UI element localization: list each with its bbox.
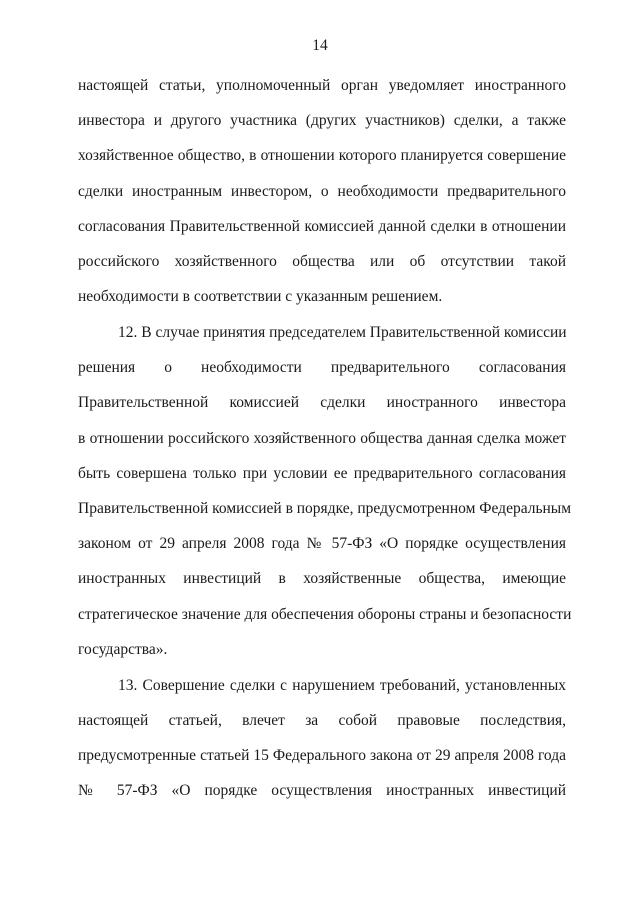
text-line: быть совершена только при условии ее предварительного согласования — [78, 465, 566, 482]
text-line: необходимости в соответствии с указанным решением. — [78, 288, 443, 305]
text-line: 12. В случае принятия председателем Правительственной комиссии — [118, 324, 567, 341]
text-line: настоящей статьи, уполномоченный орган уведомляет иностранного — [78, 77, 566, 94]
text-line: Правительственной комиссией сделки иностранного инвестора — [78, 394, 566, 411]
page-number: 14 — [312, 37, 328, 54]
text-line: согласования Правительственной комиссией данной сделки в отношении — [78, 218, 566, 235]
text-line: хозяйственное общество, в отношении которого планируется совершение — [78, 147, 566, 164]
text-line: Правительственной комиссией в порядке, предусмотренном Федеральным — [78, 500, 572, 517]
text-line: инвестора и другого участника (других участников) сделки, а также — [78, 112, 566, 129]
text-line: решения о необходимости предварительного согласования — [78, 359, 566, 376]
text-line: российского хозяйственного общества или об отсутствии такой — [78, 253, 566, 270]
text-line: № 57-ФЗ «О порядке осуществления иностранных инвестиций — [78, 782, 566, 799]
text-line: 13. Совершение сделки с нарушением требований, установленных — [118, 677, 566, 694]
text-line: в отношении российского хозяйственного общества данная сделка может — [78, 430, 566, 447]
text-line: государства». — [78, 641, 168, 658]
text-line: настоящей статьей, влечет за собой правовые последствия, — [78, 712, 566, 729]
text-line: законом от 29 апреля 2008 года № 57-ФЗ «О порядке осуществления — [78, 535, 566, 552]
text-line: сделки иностранным инвестором, о необходимости предварительного — [78, 183, 566, 200]
text-line: стратегическое значение для обеспечения обороны страны и безопасности — [78, 606, 572, 623]
text-line: предусмотренные статьей 15 Федерального закона от 29 апреля 2008 года — [78, 747, 566, 764]
text-line: иностранных инвестиций в хозяйственные общества, имеющие — [78, 570, 566, 587]
